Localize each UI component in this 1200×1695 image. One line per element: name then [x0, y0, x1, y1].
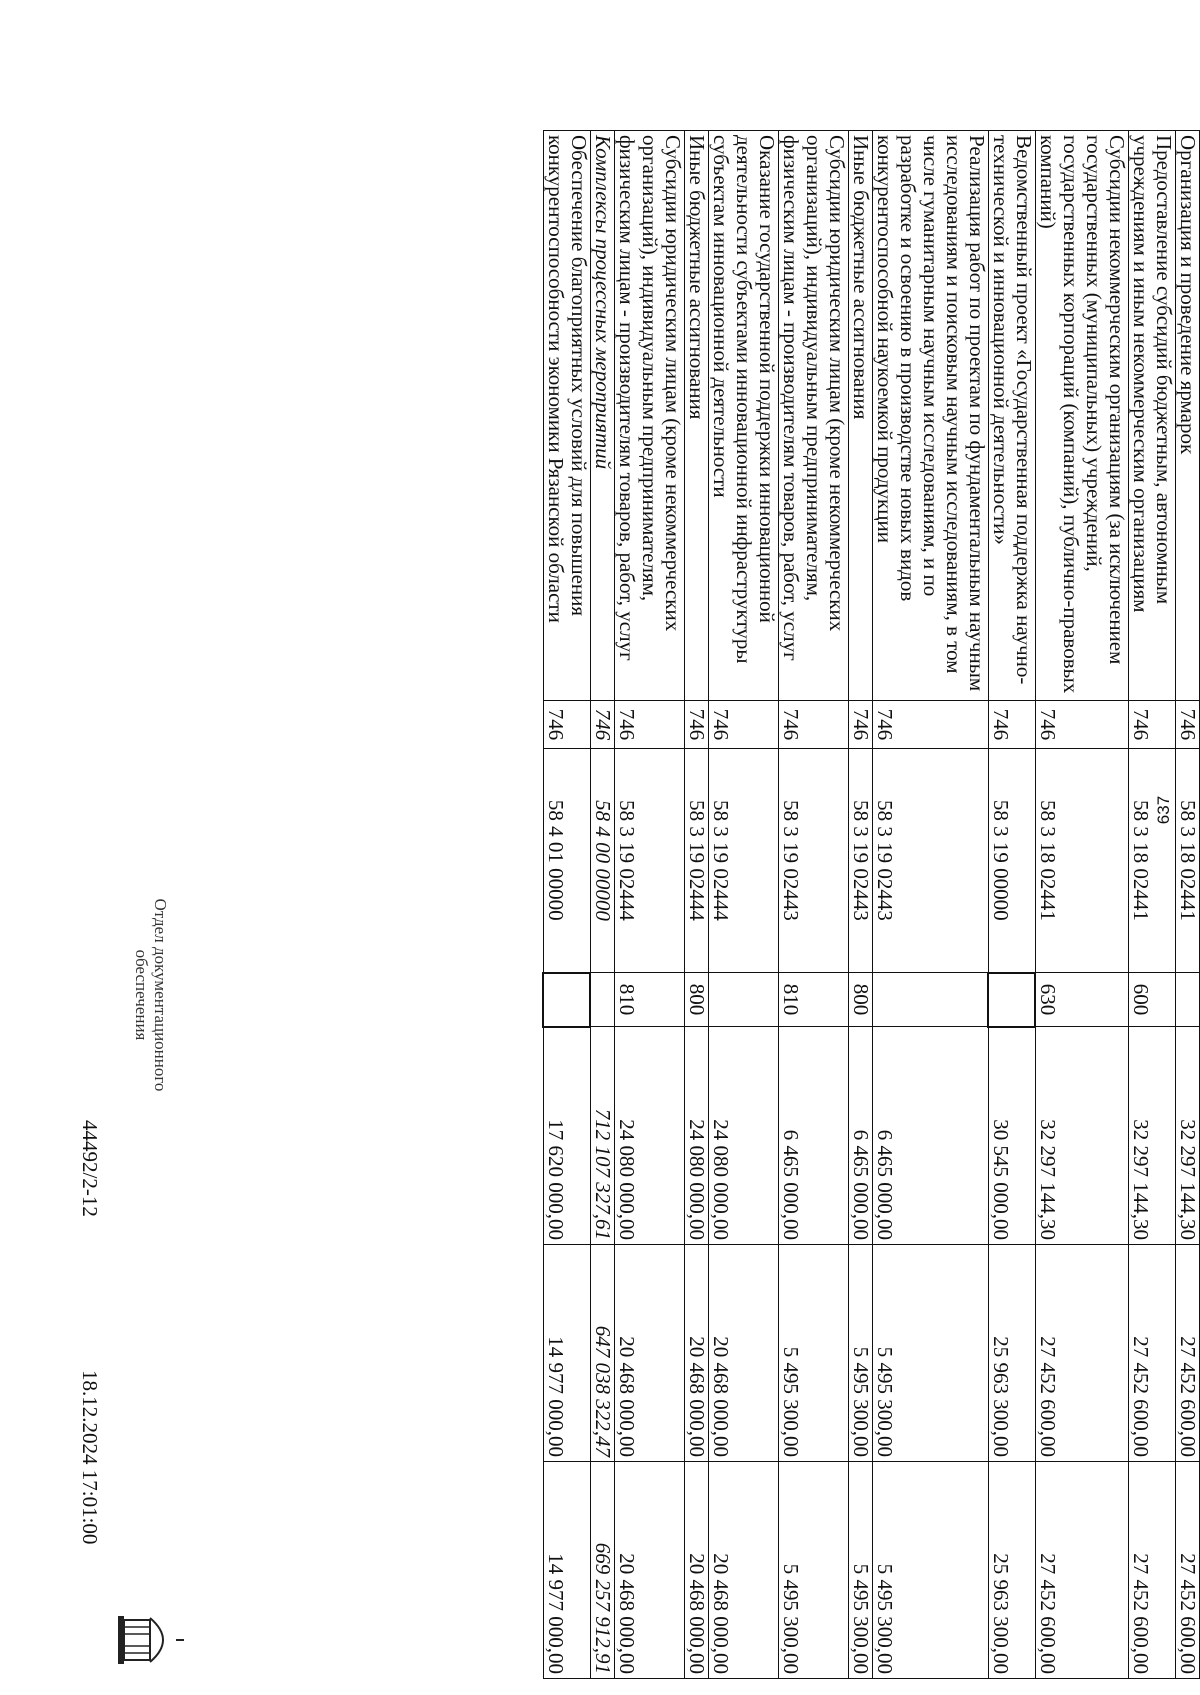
row-vr: 810 — [779, 973, 849, 1027]
row-value-2025: 27 452 600,00 — [1036, 1245, 1129, 1462]
table-row — [709, 131, 779, 1679]
budget-table — [543, 130, 1200, 1679]
row-vr: 800 — [685, 973, 709, 1027]
row-name: Оказание государственной поддержки инновационной деятельности субъектами инновационной инфраструктуры субъектам инновационной деятельности — [709, 131, 779, 701]
row-value-2025: 20 468 000,00 — [615, 1245, 685, 1462]
row-value-2026: 27 452 600,00 — [1036, 1462, 1129, 1679]
row-code: 58 3 19 02444 — [709, 749, 779, 973]
row-name: Иные бюджетные ассигнования — [849, 131, 873, 701]
department-stamp — [132, 830, 170, 1160]
row-code: 58 3 19 02443 — [873, 749, 989, 973]
row-name: Комплексы процессных мероприятий — [591, 131, 615, 701]
table-row — [544, 131, 591, 1679]
row-name: Субсидии некоммерческим организациям (за исключением государственных (муниципальных) учреждений, государственных корпораций (компаний), публично-правовых компаний) — [1036, 131, 1129, 701]
row-code: 58 3 19 02443 — [779, 749, 849, 973]
row-ved: 746 — [544, 701, 591, 749]
row-code: 58 4 00 00000 — [591, 749, 615, 973]
row-name: Ведомственный проект «Государственная поддержка научно-технической и инновационной деятельности» — [989, 131, 1036, 701]
row-vr: 630 — [1036, 973, 1129, 1027]
row-value-2025: 647 038 322,47 — [591, 1245, 615, 1462]
footer-date: 18.12.2024 17:01:00 — [78, 1370, 102, 1545]
row-vr: 800 — [849, 973, 873, 1027]
row-value-2024: 32 297 144,30 — [1036, 1027, 1129, 1245]
row-value-2026: 5 495 300,00 — [873, 1462, 989, 1679]
row-vr — [544, 973, 591, 1027]
row-ved: 746 — [615, 701, 685, 749]
table-row — [591, 131, 615, 1679]
row-value-2025: 27 452 600,00 — [1129, 1245, 1176, 1462]
row-ved: 746 — [709, 701, 779, 749]
row-value-2024: 24 080 000,00 — [685, 1027, 709, 1245]
row-code: 58 3 18 02441 — [1129, 749, 1176, 973]
stamp-line-2: обеспечения — [132, 949, 151, 1041]
table-row — [849, 131, 873, 1679]
row-name: Обеспечение благоприятных условий для повышения конкурентоспособности экономики Рязанской области — [544, 131, 591, 701]
row-ved: 746 — [849, 701, 873, 749]
row-vr — [989, 973, 1036, 1027]
row-value-2024: 32 297 144,30 — [1129, 1027, 1176, 1245]
row-value-2025: 5 495 300,00 — [873, 1245, 989, 1462]
row-ved: 746 — [779, 701, 849, 749]
row-value-2026: 20 468 000,00 — [709, 1462, 779, 1679]
row-code: 58 4 01 00000 — [544, 749, 591, 973]
row-ved: 746 — [1129, 701, 1176, 749]
row-value-2025: 20 468 000,00 — [685, 1245, 709, 1462]
row-vr — [1176, 973, 1200, 1027]
row-value-2024: 30 545 000,00 — [989, 1027, 1036, 1245]
row-ved: 746 — [873, 701, 989, 749]
row-value-2025: 5 495 300,00 — [779, 1245, 849, 1462]
row-value-2026: 27 452 600,00 — [1176, 1462, 1200, 1679]
row-name: Субсидии юридическим лицам (кроме некоммерческих организаций), индивидуальным предпринимателям, физическим лицам - производителям товаров, работ, услуг — [615, 131, 685, 701]
row-value-2024: 712 107 327,61 — [591, 1027, 615, 1245]
row-value-2026: 5 495 300,00 — [779, 1462, 849, 1679]
row-vr — [591, 973, 615, 1027]
row-value-2024: 24 080 000,00 — [709, 1027, 779, 1245]
row-value-2026: 20 468 000,00 — [685, 1462, 709, 1679]
row-name: Реализация работ по проектам по фундаментальным научным исследованиям и поисковым научным исследованиям, в том числе гуманитарным научным исследованиям, и по разработке и освоению в производстве новых видов конкурентоспособной наукоемкой продукции — [873, 131, 989, 701]
row-value-2026: 25 963 300,00 — [989, 1462, 1036, 1679]
row-code: 58 3 18 02441 — [1176, 749, 1200, 973]
row-value-2024: 17 620 000,00 — [544, 1027, 591, 1245]
row-value-2024: 6 465 000,00 — [873, 1027, 989, 1245]
row-value-2026: 27 452 600,00 — [1129, 1462, 1176, 1679]
row-code: 58 3 19 02444 — [615, 749, 685, 973]
row-name: Организация и проведение ярмарок — [1176, 131, 1200, 701]
row-value-2025: 5 495 300,00 — [849, 1245, 873, 1462]
footer-doc-code: 44492/2-12 — [78, 1120, 102, 1217]
table-row — [1036, 131, 1129, 1679]
row-name: Предоставление субсидий бюджетным, автономным учреждениям и иным некоммерческим организациям — [1129, 131, 1176, 701]
table-row — [685, 131, 709, 1679]
row-code: 58 3 19 00000 — [989, 749, 1036, 973]
table-row — [1176, 131, 1200, 1679]
row-value-2026: 5 495 300,00 — [849, 1462, 873, 1679]
row-ved: 746 — [1036, 701, 1129, 749]
row-value-2026: 669 257 912,91 — [591, 1462, 615, 1679]
row-ved: 746 — [591, 701, 615, 749]
table-row — [615, 131, 685, 1679]
row-value-2024: 6 465 000,00 — [849, 1027, 873, 1245]
row-name: Субсидии юридическим лицам (кроме некоммерческих организаций), индивидуальным предпринимателям, физическим лицам - производителям товаров, работ, услуг — [779, 131, 849, 701]
page-number: 637 — [1154, 795, 1174, 825]
row-value-2024: 24 080 000,00 — [615, 1027, 685, 1245]
row-ved: 746 — [989, 701, 1036, 749]
row-value-2024: 32 297 144,30 — [1176, 1027, 1200, 1245]
row-code: 58 3 19 02443 — [849, 749, 873, 973]
row-name: Иные бюджетные ассигнования — [685, 131, 709, 701]
table-row — [1129, 131, 1176, 1679]
row-value-2024: 6 465 000,00 — [779, 1027, 849, 1245]
row-value-2025: 27 452 600,00 — [1176, 1245, 1200, 1462]
row-vr: 810 — [615, 973, 685, 1027]
row-ved: 746 — [685, 701, 709, 749]
row-value-2025: 25 963 300,00 — [989, 1245, 1036, 1462]
stamp-line-1: Отдел документационного — [151, 898, 170, 1092]
row-value-2025: 14 977 000,00 — [544, 1245, 591, 1462]
row-value-2025: 20 468 000,00 — [709, 1245, 779, 1462]
row-vr — [873, 973, 989, 1027]
table-row — [989, 131, 1036, 1679]
row-vr — [709, 973, 779, 1027]
row-vr: 600 — [1129, 973, 1176, 1027]
table-row — [779, 131, 849, 1679]
row-value-2026: 14 977 000,00 — [544, 1462, 591, 1679]
row-code: 58 3 19 02444 — [685, 749, 709, 973]
row-code: 58 3 18 02441 — [1036, 749, 1129, 973]
row-ved: 746 — [1176, 701, 1200, 749]
table-body — [544, 131, 1200, 1679]
table-row — [873, 131, 989, 1679]
duma-logo-icon — [110, 1610, 190, 1670]
row-value-2026: 20 468 000,00 — [615, 1462, 685, 1679]
